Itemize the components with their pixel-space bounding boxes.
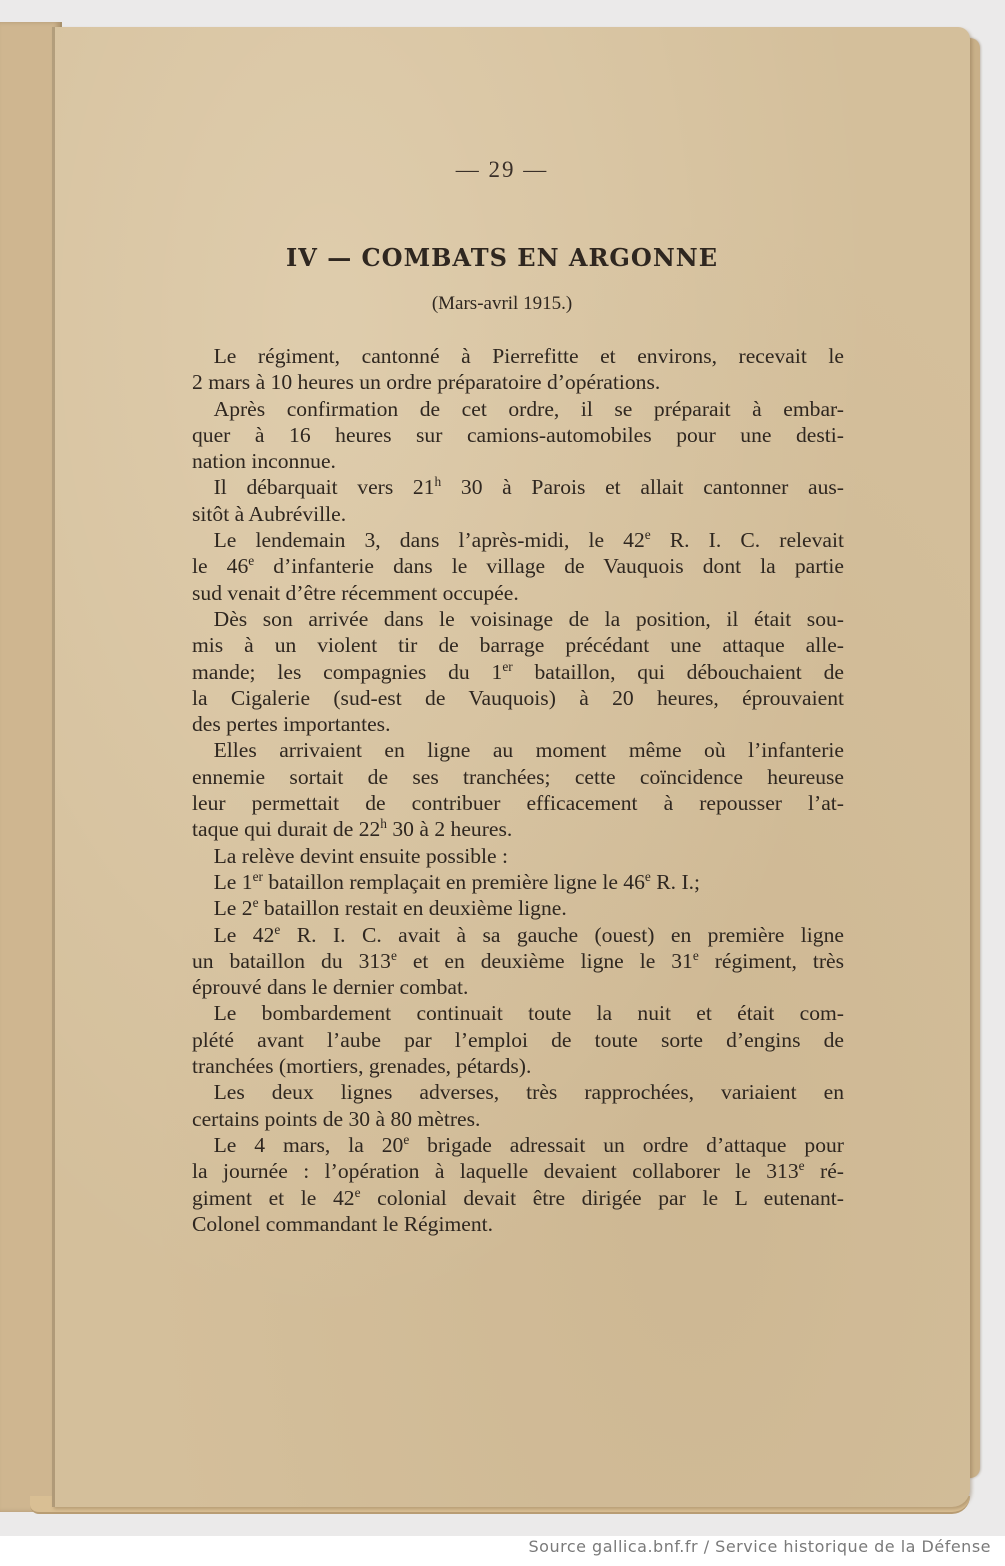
text-line: mande; les compagnies du 1er bataillon, qui débouchaient de <box>192 658 844 684</box>
paragraph <box>192 1000 844 1079</box>
paragraph <box>192 1132 844 1237</box>
text-line: Elles arrivaient en ligne au moment même où l’infanterie <box>192 738 844 763</box>
paragraph <box>192 474 844 527</box>
paragraph <box>192 843 844 869</box>
page-number: — 29 — <box>455 157 549 182</box>
text-line: la journée : l’opération à laquelle devaient collaborer le 313e ré- <box>192 1158 844 1184</box>
paragraph <box>192 396 844 475</box>
text-line: Dès son arrivée dans le voisinage de la position, il était sou- <box>192 606 844 631</box>
text-line: Le bombardement continuait toute la nuit et était com- <box>192 1001 844 1026</box>
text-line: certains points de 30 à 80 mètres. <box>192 1106 481 1131</box>
document-page <box>52 27 970 1507</box>
text-line: Le 42e R. I. C. avait à sa gauche (ouest) en première ligne <box>192 921 844 947</box>
text-line: la Cigalerie (sud-est de Vauquois) à 20 heures, éprouvaient <box>192 685 844 710</box>
text-line: Les deux lignes adverses, très rapprochées, variaient en <box>192 1080 844 1105</box>
paragraph <box>192 527 844 606</box>
text-line: un bataillon du 313e et en deuxième ligne le 31e régiment, très <box>192 947 844 973</box>
paragraph <box>192 737 844 842</box>
text-line: 2 mars à 10 heures un ordre préparatoire d’opérations. <box>192 370 661 395</box>
chapter-title: IV — COMBATS EN ARGONNE <box>286 243 718 272</box>
text-line: tranchées (mortiers, grenades, pétards). <box>192 1054 532 1079</box>
text-line: nation inconnue. <box>192 449 336 474</box>
text-line: Le lendemain 3, dans l’après-midi, le 42e R. I. C. relevait <box>192 527 844 553</box>
paragraph <box>192 1079 844 1132</box>
text-line: quer à 16 heures sur camions-automobiles pour une desti- <box>192 422 844 447</box>
text-line: plété avant l’aube par l’emploi de toute sorte d’engins de <box>192 1027 844 1052</box>
body-text <box>192 343 844 1237</box>
text-line: sitôt à Aubréville. <box>192 501 347 526</box>
text-line: Colonel commandant le Régiment. <box>192 1211 494 1236</box>
paragraph <box>192 869 844 895</box>
text-line: Il débarquait vers 21$^h$ 30 à Parois et allait cantonner aus- <box>192 474 844 500</box>
source-credit: Source gallica.bnf.fr / Service historique de la Défense <box>528 1537 991 1556</box>
text-line: mis à un violent tir de barrage précédant une attaque alle- <box>192 633 844 658</box>
text-line: La relève devint ensuite possible : <box>192 843 509 868</box>
text-line: ennemie sortait de ses tranchées; cette coïncidence heureuse <box>192 764 844 789</box>
text-line: giment et le 42e colonial devait être dirigée par le L eutenant- <box>192 1184 844 1210</box>
text-line: des pertes importantes. <box>192 712 391 737</box>
text-line: Le 2e bataillon restait en deuxième ligne. <box>192 895 567 921</box>
text-line: leur permettait de contribuer efficacement à repousser l’at- <box>192 791 844 816</box>
paragraph <box>192 343 844 396</box>
text-line: Le 1er bataillon remplaçait en première ligne le 46e R. I.; <box>192 868 701 894</box>
paragraph <box>192 922 844 1001</box>
paragraph <box>192 606 844 737</box>
text-line: sud venait d’être récemment occupée. <box>192 580 519 605</box>
text-line: Après confirmation de cet ordre, il se préparait à embar- <box>192 396 844 421</box>
text-line: Le 4 mars, la 20e brigade adressait un ordre d’attaque pour <box>192 1131 844 1157</box>
paragraph <box>192 895 844 921</box>
text-line: éprouvé dans le dernier combat. <box>192 975 469 1000</box>
chapter-subtitle: (Mars-avril 1915.) <box>431 293 573 314</box>
text-line: le 46e d’infanterie dans le village de Vauquois dont la partie <box>192 553 844 579</box>
text-line: Le régiment, cantonné à Pierrefitte et environs, recevait le <box>192 344 844 368</box>
text-line: taque qui durait de 22$^h$ 30 à 2 heures. <box>192 816 513 842</box>
